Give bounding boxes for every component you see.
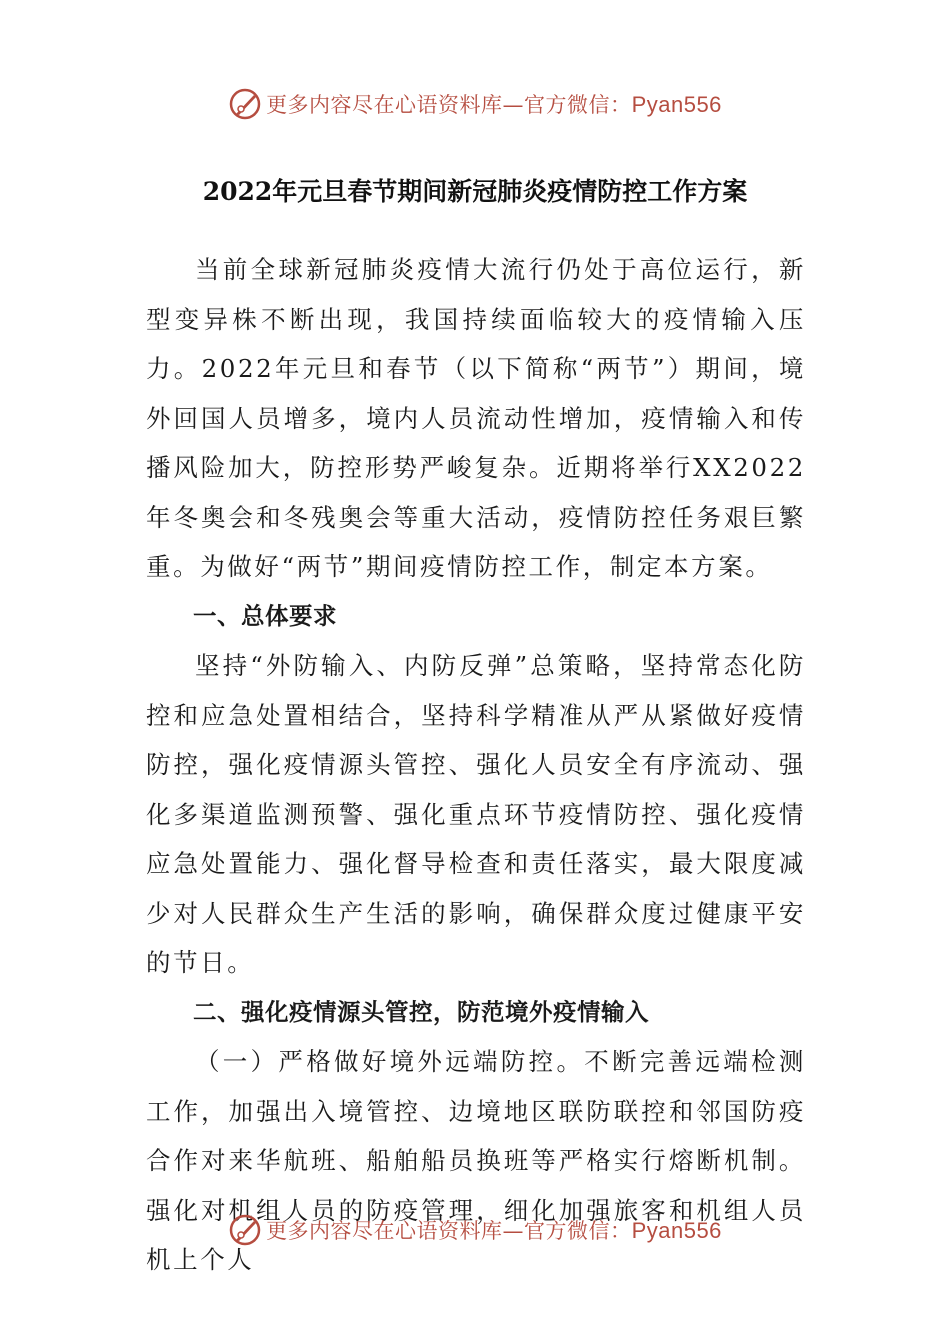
general-requirements-paragraph: 坚持“外防输入、内防反弹”总策略，坚持常态化防控和应急处置相结合，坚持科学精准从严从紧做好疫情防控，强化疫情源头管控、强化人员安全有序流动、强化多渠道监测预警、强化重点环节疫情防控、强化疫情应急处置能力、强化督导检查和责任落实，最大限度减少对人民群众生产生活的影响，确保群众度过健康平安的节日。 [146,651,806,977]
document-title: 2022年元旦春节期间新冠肺炎疫情防控工作方案 [202,177,748,206]
section-heading-1: 一、总体要求 [193,601,337,630]
document-body [146,245,806,1285]
footer-banner [0,1210,950,1250]
intro-paragraph: 当前全球新冠肺炎疫情大流行仍处于高位运行，新型变异株不断出现，我国持续面临较大的疫情输入压力。2022年元旦和春节（以下简称“两节”）期间，境外回国人员增多，境内人员流动性增加，疫情输入和传播风险加大，防控形势严峻复杂。近期将举行XX2022年冬奥会和冬残奥会等重大活动，疫情防控任务艰巨繁重。为做好“两节”期间疫情防控工作，制定本方案。 [146,255,806,581]
header-banner [0,84,950,124]
brush-logo-icon [228,87,262,121]
section-heading-2: 二、强化疫情源头管控，防范境外疫情输入 [193,997,649,1026]
overseas-control-paragraph: （一）严格做好境外远端防控。不断完善远端检测工作，加强出入境管控、边境地区联防联控和邻国防疫合作对来华航班、船舶船员换班等严格实行熔断机制。强化对机组人员的防疫管理，细化加强旅客和机组人员机上个人 [146,1047,806,1274]
banner-text: 更多内容尽在心语资料库—官方微信：Pyan556 [266,92,722,117]
banner-text: 更多内容尽在心语资料库—官方微信：Pyan556 [266,1218,722,1243]
brush-logo-icon [228,1213,262,1247]
